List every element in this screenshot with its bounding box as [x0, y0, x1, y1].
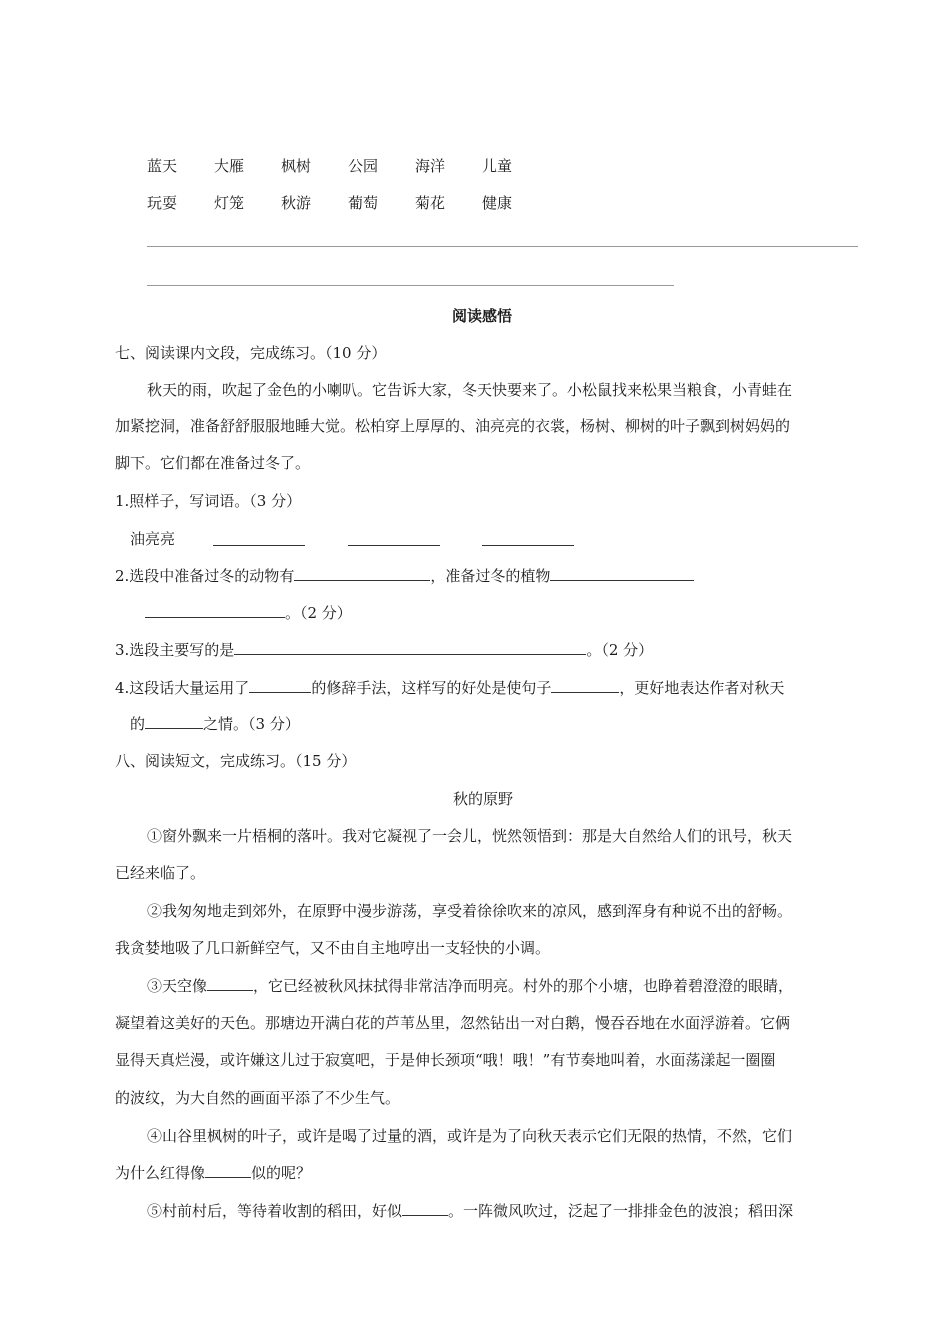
- article-title: 秋的原野: [453, 790, 514, 808]
- q4-text: 的: [130, 715, 146, 733]
- q4-text: ，更好地表达作者对秋天: [619, 679, 785, 697]
- section-title: 阅读感悟: [452, 307, 513, 325]
- q8-heading: 八、阅读短文，完成练习。（15 分）: [115, 752, 357, 770]
- p5-text: ⑤村前村后，等待着收割的稻田，好似: [147, 1202, 403, 1220]
- q7-question-1: 1.照样子，写词语。（3 分）: [115, 492, 302, 510]
- word-bank-row-1: [147, 155, 549, 177]
- word: 公园: [348, 157, 379, 175]
- paragraph-line: 我贪婪地吸了几口新鲜空气，又不由自主地哼出一支轻快的小调。: [115, 939, 551, 957]
- answer-blank[interactable]: [213, 545, 305, 546]
- q7-question-4: [115, 677, 784, 699]
- answer-blank[interactable]: [205, 1163, 251, 1178]
- paragraph-line: [147, 975, 793, 997]
- p5-text: 。一阵微风吹过，泛起了一排排金色的波浪；稻田深: [448, 1202, 794, 1220]
- q3-text: 3.选段主要写的是: [115, 641, 235, 659]
- paragraph-line: [147, 1200, 793, 1222]
- p4-text: 为什么红得像: [115, 1164, 206, 1182]
- paragraph-line: ①窗外飘来一片梧桐的落叶。我对它凝视了一会儿，恍然领悟到：那是大自然给人们的讯号，秋天: [147, 827, 793, 845]
- q4-text: 之情。（3 分）: [203, 715, 300, 733]
- paragraph-line: 已经来临了。: [115, 864, 206, 882]
- answer-blank[interactable]: [294, 566, 430, 581]
- paragraph-line: 凝望着这美好的天色。那塘边开满白花的芦苇丛里，忽然钻出一对白鹅，慢吞吞地在水面浮游着。它俩: [115, 1014, 791, 1032]
- word: 玩耍: [147, 194, 178, 212]
- p4-text: 似的呢？: [251, 1164, 312, 1182]
- paragraph-line: 的波纹，为大自然的画面平添了不少生气。: [115, 1089, 401, 1107]
- q2-text: 。（2 分）: [285, 604, 352, 622]
- word: 大雁: [214, 157, 245, 175]
- paragraph-line: ④山谷里枫树的叶子，或许是喝了过量的酒，或许是为了向秋天表示它们无限的热情，不然，它们: [147, 1127, 793, 1145]
- q7-question-4-cont: [130, 713, 300, 735]
- passage-line: 加紧挖洞，准备舒舒服服地睡大觉。松柏穿上厚厚的、油亮亮的衣裳，杨树、柳树的叶子飘到树妈妈的: [115, 417, 791, 435]
- q4-text: 的修辞手法，这样写的好处是使句子: [311, 679, 552, 697]
- word: 蓝天: [147, 157, 178, 175]
- paragraph-line: 显得天真烂漫，或许嫌这儿过于寂寞吧，于是伸长颈项“哦！哦！”有节奏地叫着，水面荡漾起一圈圈: [115, 1051, 776, 1069]
- answer-blank[interactable]: [551, 678, 619, 693]
- p3-text: ，它已经被秋风抹拭得非常洁净而明亮。村外的那个小塘，也睁着碧澄澄的眼睛，: [253, 977, 794, 995]
- word: 菊花: [415, 194, 446, 212]
- word: 秋游: [281, 194, 312, 212]
- word-bank-row-2: [147, 192, 549, 214]
- answer-blank[interactable]: [482, 545, 574, 546]
- answer-blank[interactable]: [402, 1201, 448, 1216]
- word: 健康: [482, 194, 513, 212]
- answer-blank[interactable]: [234, 640, 586, 655]
- q4-text: 4.这段话大量运用了: [115, 679, 250, 697]
- passage-line: 秋天的雨，吹起了金色的小喇叭。它告诉大家，冬天快要来了。小松鼠找来松果当粮食，小青蛙在: [147, 381, 793, 399]
- word: 海洋: [415, 157, 446, 175]
- answer-blank[interactable]: [550, 566, 694, 581]
- word: 儿童: [482, 157, 513, 175]
- q2-text: 2.选段中准备过冬的动物有: [115, 567, 295, 585]
- q7-heading: 七、阅读课内文段，完成练习。（10 分）: [115, 344, 387, 362]
- paragraph-line: [115, 1162, 311, 1184]
- word: 灯笼: [214, 194, 245, 212]
- q7-question-2-cont: [145, 602, 352, 624]
- q7-q1-example: 油亮亮: [130, 530, 176, 548]
- word: 葡萄: [348, 194, 379, 212]
- paragraph-line: ②我匆匆地走到郊外，在原野中漫步游荡，享受着徐徐吹来的凉风，感到浑身有种说不出的舒畅。: [147, 902, 793, 920]
- answer-blank[interactable]: [249, 678, 311, 693]
- answer-line[interactable]: [147, 285, 674, 286]
- word: 枫树: [281, 157, 312, 175]
- q2-text: ，准备过冬的植物: [430, 567, 551, 585]
- answer-blank[interactable]: [145, 603, 285, 618]
- answer-blank[interactable]: [348, 545, 440, 546]
- passage-line: 脚下。它们都在准备过冬了。: [115, 454, 311, 472]
- q7-question-3: [115, 639, 653, 661]
- answer-line[interactable]: [147, 246, 858, 247]
- q7-question-2: [115, 565, 694, 587]
- p3-text: ③天空像: [147, 977, 208, 995]
- answer-blank[interactable]: [207, 976, 253, 991]
- answer-blank[interactable]: [145, 714, 203, 729]
- q3-text: 。（2 分）: [586, 641, 654, 659]
